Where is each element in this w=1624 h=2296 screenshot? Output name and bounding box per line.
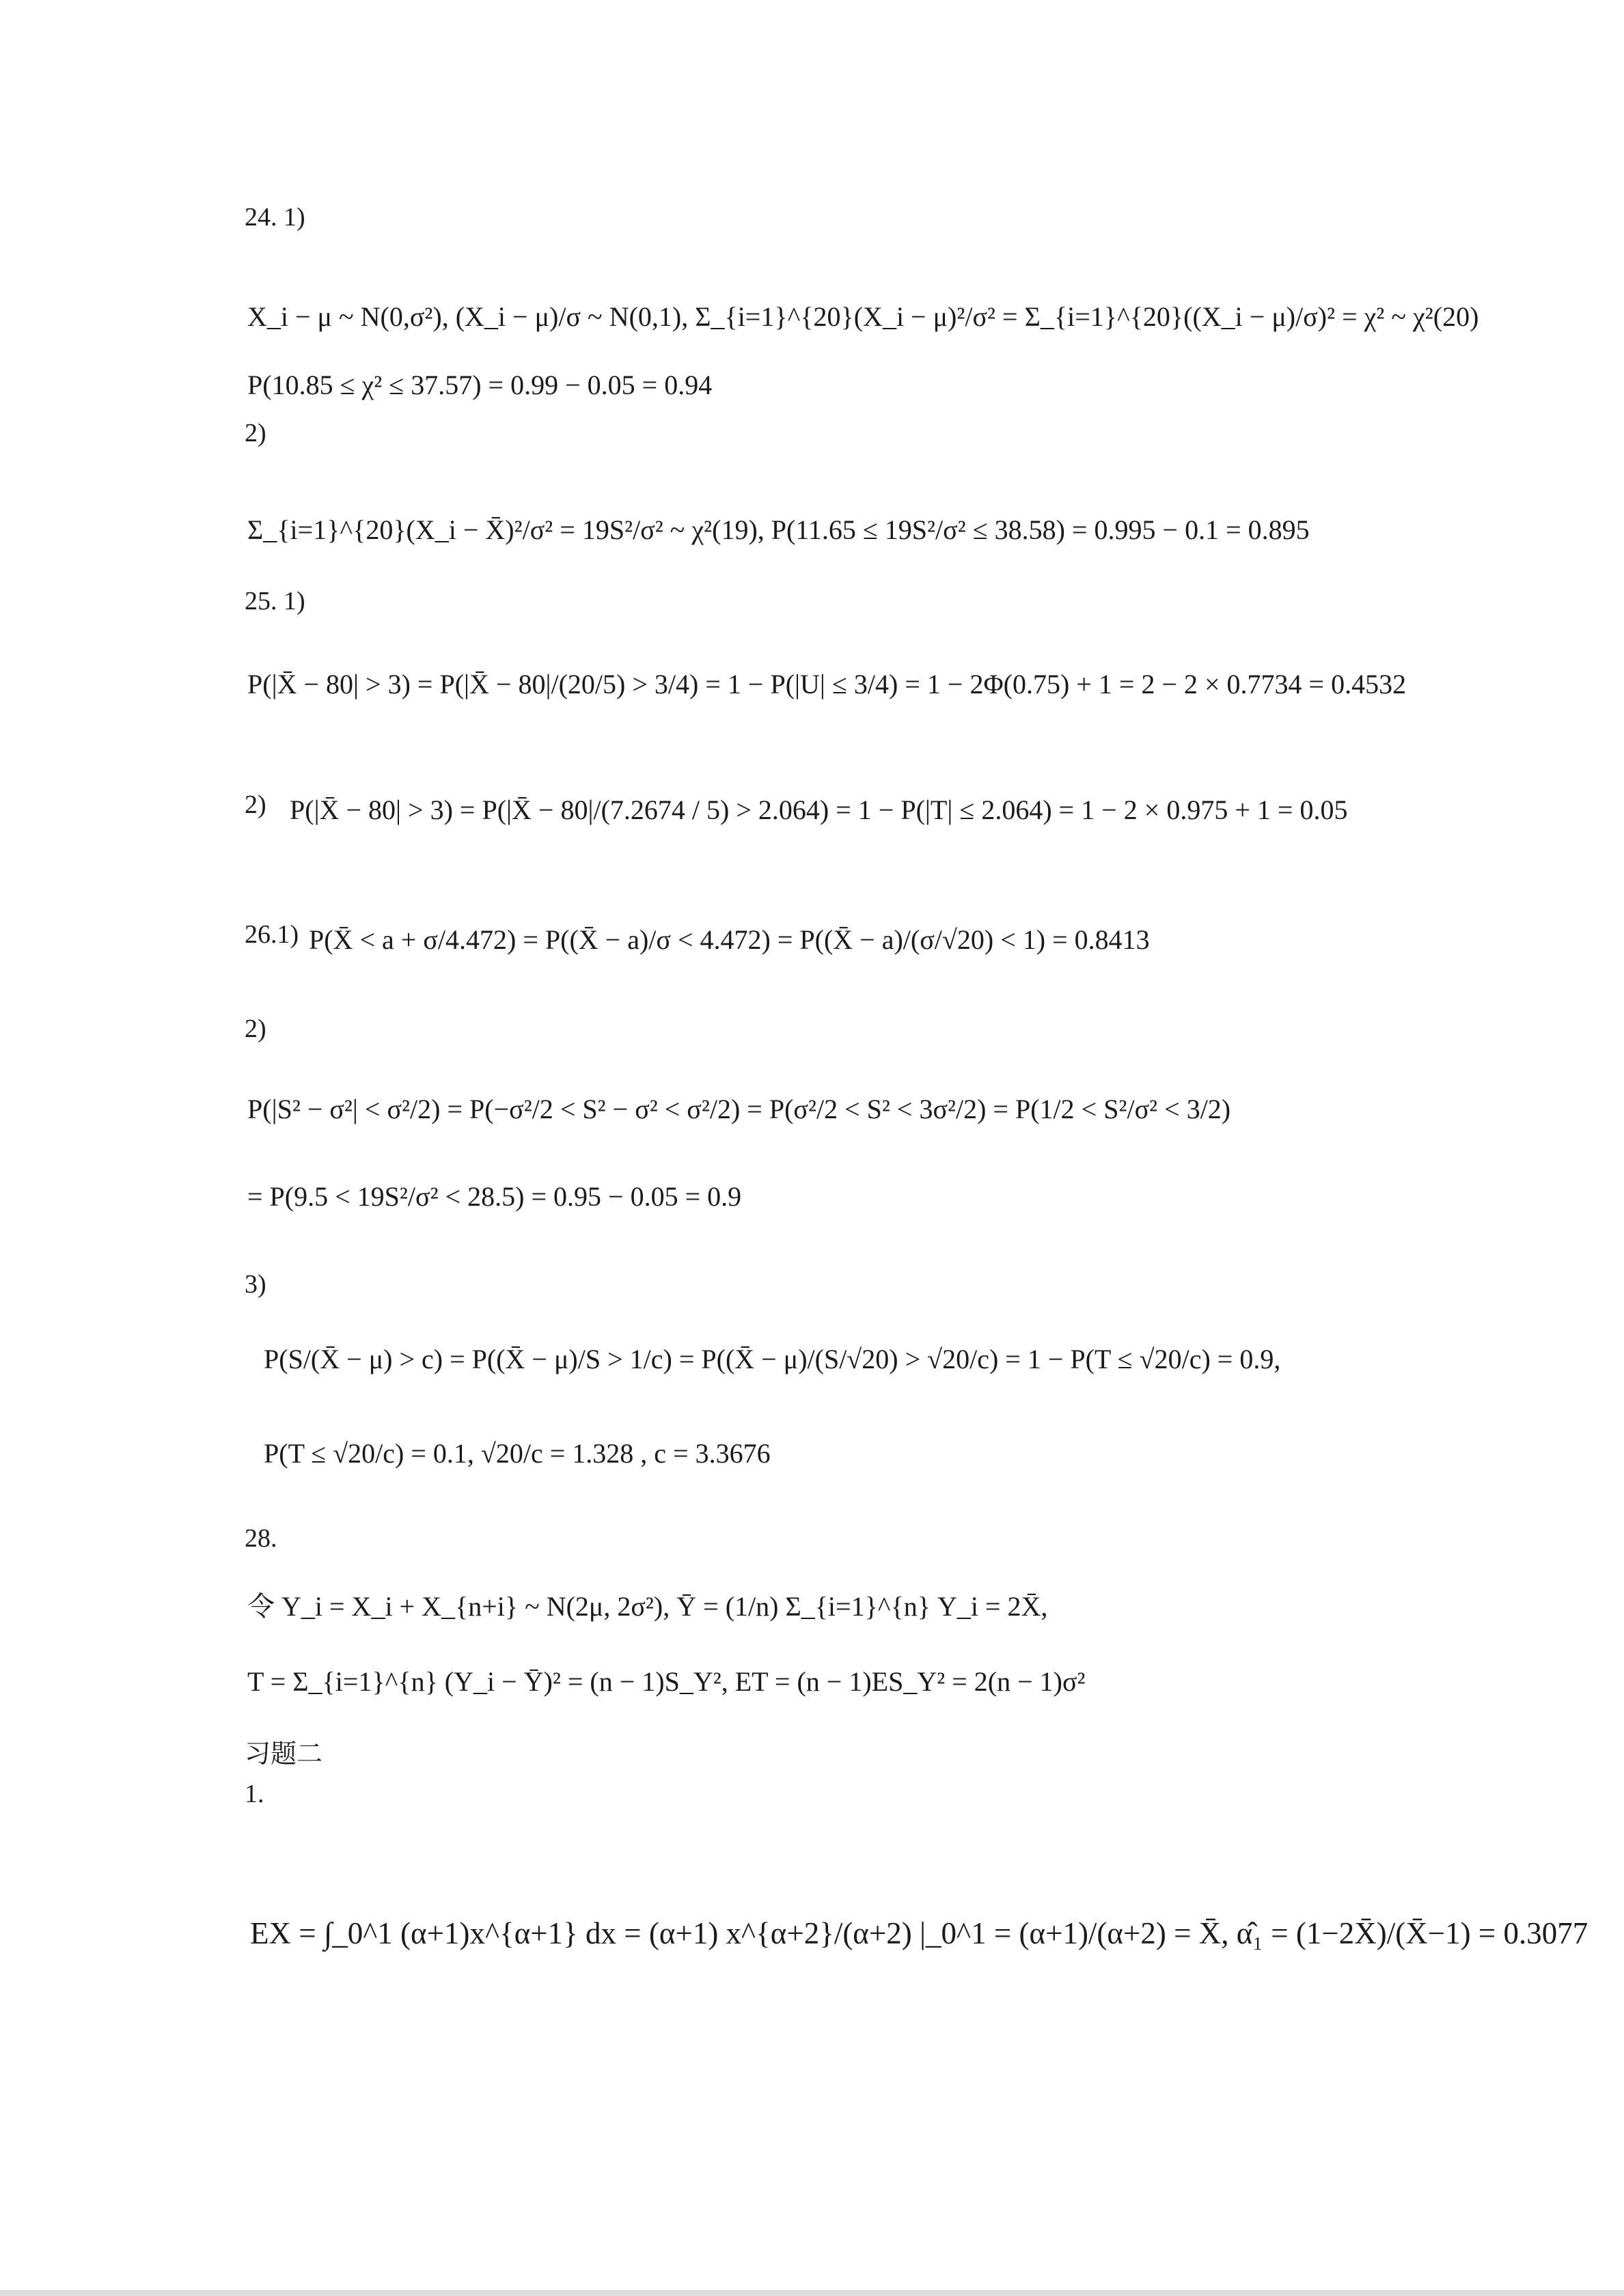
q26-formula-3: = P(9.5 < 19S²/σ² < 28.5) = 0.95 − 0.05 = 0.9 (247, 1181, 742, 1212)
q26-label-3: 3) (245, 1270, 266, 1299)
q24-label: 24. 1) (245, 203, 305, 232)
q25-formula-1: P(|X̄ − 80| > 3) = P(|X̄ − 80|/(20/5) > 3/4) = 1 − P(|U| ≤ 3/4) = 1 − 2Φ(0.75) + 1 = 2 − 2 × 0.7734 = 0.4532 (247, 669, 1407, 700)
q26-formula-4: P(S/(X̄ − μ) > c) = P((X̄ − μ)/S > 1/c) = P((X̄ − μ)/(S/√20) > √20/c) = 1 − P(T ≤ √20/c) = 0.9, (264, 1344, 1281, 1374)
q24-formula-1: X_i − μ ~ N(0,σ²), (X_i − μ)/σ ~ N(0,1), Σ_{i=1}^{20}(X_i − μ)²/σ² = Σ_{i=1}^{20}((X_i − μ)/σ)² = χ² ~ χ²(20) (247, 301, 1479, 332)
bottom-divider (0, 2290, 1624, 2296)
q26-label: 26.1) (245, 920, 299, 949)
exercise-heading: 习题二 (245, 1740, 323, 1769)
q25-label: 25. 1) (245, 587, 305, 616)
q24-formula-2: P(10.85 ≤ χ² ≤ 37.57) = 0.99 − 0.05 = 0.94 (247, 370, 713, 400)
q25-label-2: 2) (245, 790, 266, 819)
q24-label-2: 2) (245, 419, 266, 447)
ex2-label: 1. (245, 1780, 264, 1808)
q25-formula-2: P(|X̄ − 80| > 3) = P(|X̄ − 80|/(7.2674 / 5) > 2.064) = 1 − P(|T| ≤ 2.064) = 1 − 2 × 0.975 + 1 = 0.05 (290, 794, 1348, 825)
ex2-formula-1: EX = ∫_0^1 (α+1)x^{α+1} dx = (α+1) x^{α+2}/(α+2) |_0^1 = (α+1)/(α+2) = X̄, α̂₁ = (1−2X̄)/(X̄−1) = 0.3077 (250, 1916, 1588, 1950)
q26-formula-2: P(|S² − σ²| < σ²/2) = P(−σ²/2 < S² − σ² < σ²/2) = P(σ²/2 < S² < 3σ²/2) = P(1/2 < S²/σ² < 3/2) (247, 1094, 1231, 1124)
q26-formula-5: P(T ≤ √20/c) = 0.1, √20/c = 1.328 , c = 3.3676 (264, 1438, 771, 1469)
q24-formula-3: Σ_{i=1}^{20}(X_i − X̄)²/σ² = 19S²/σ² ~ χ²(19), P(11.65 ≤ 19S²/σ² ≤ 38.58) = 0.995 − 0.1 = 0.895 (247, 514, 1310, 545)
q28-formula-2: T = Σ_{i=1}^{n} (Y_i − Ȳ)² = (n − 1)S_Y², ET = (n − 1)ES_Y² = 2(n − 1)σ² (247, 1666, 1086, 1697)
q28-label: 28. (245, 1524, 277, 1553)
q26-formula-1: P(X̄ < a + σ/4.472) = P((X̄ − a)/σ < 4.472) = P((X̄ − a)/(σ/√20) < 1) = 0.8413 (309, 924, 1150, 955)
q26-label-2: 2) (245, 1014, 266, 1043)
q28-formula-1: 令 Y_i = X_i + X_{n+i} ~ N(2μ, 2σ²), Ȳ = (1/n) Σ_{i=1}^{n} Y_i = 2X̄, (247, 1591, 1048, 1622)
